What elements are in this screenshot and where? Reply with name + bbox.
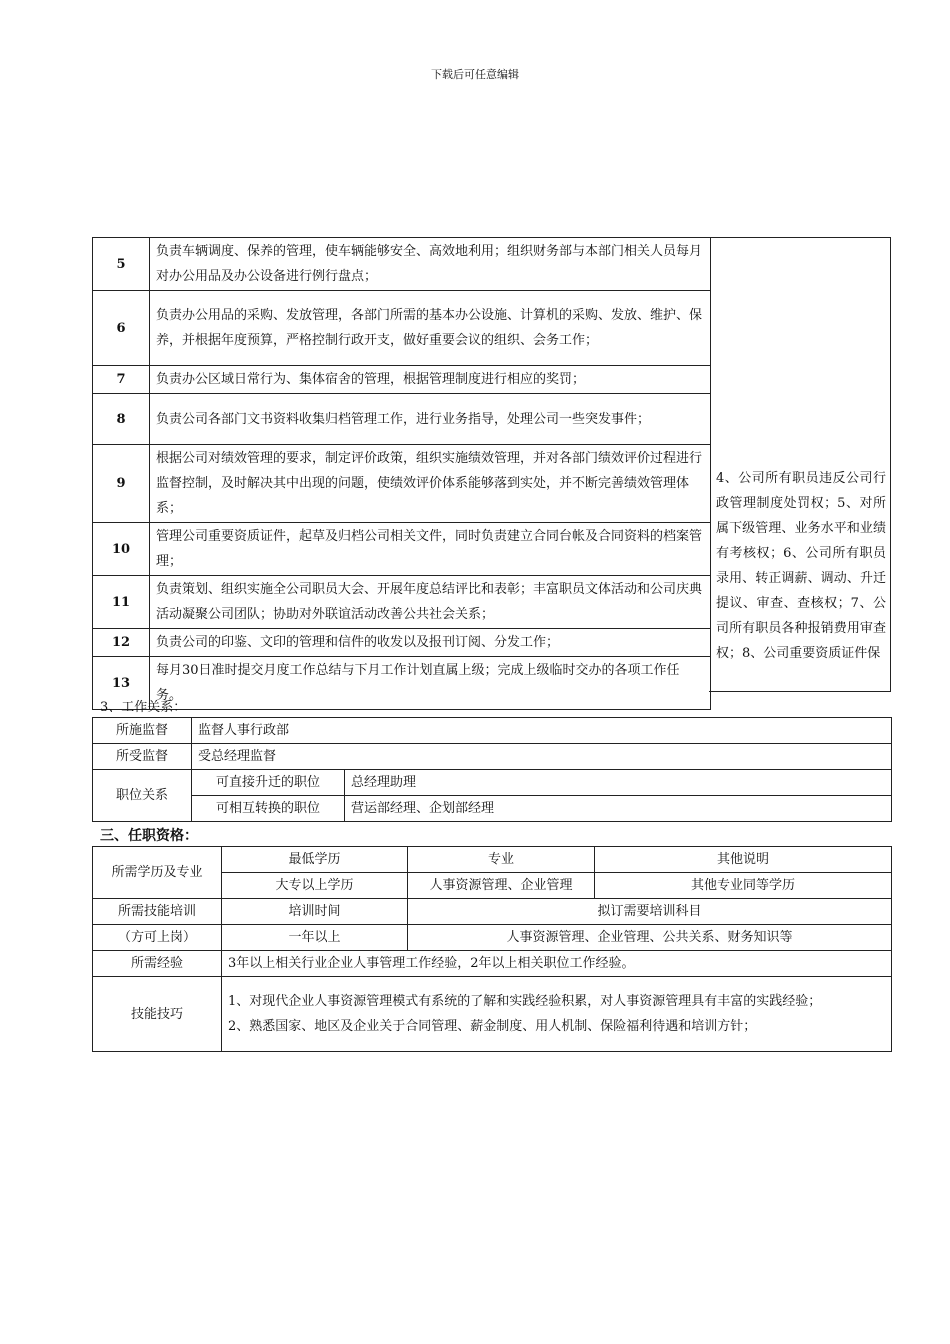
duty-number: 13 [93, 657, 150, 710]
experience-label: 所需经验 [93, 951, 222, 977]
other-value: 其他专业同等学历 [595, 873, 892, 899]
skills-label: 技能技巧 [93, 977, 222, 1052]
table-row [93, 847, 892, 873]
qualifications-title: 三、任职资格： [100, 828, 198, 844]
edu-label: 所需学历及专业 [93, 847, 222, 899]
table-row [93, 925, 892, 951]
table-row [93, 394, 711, 445]
table-row [93, 366, 711, 394]
duty-number: 10 [93, 523, 150, 576]
min-edu-value: 大专以上学历 [222, 873, 408, 899]
relation-sublabel: 可相互转换的职位 [192, 796, 345, 822]
table-row [93, 238, 711, 291]
duty-number: 6 [93, 291, 150, 366]
training-time-value: 一年以上 [222, 925, 408, 951]
table-row [93, 744, 892, 770]
relations-table [92, 717, 892, 822]
relation-value: 营运部经理、企划部经理 [345, 796, 892, 822]
relation-value: 总经理助理 [345, 770, 892, 796]
table-row [93, 770, 892, 796]
col-header: 最低学历 [222, 847, 408, 873]
table-row [93, 523, 711, 576]
duty-text: 每月30日准时提交月度工作总结与下月工作计划直属上级；完成上级临时交办的各项工作任务。 [150, 657, 711, 710]
relation-sublabel: 可直接升迁的职位 [192, 770, 345, 796]
skills-value [222, 977, 892, 1052]
duty-number: 7 [93, 366, 150, 394]
duty-number: 5 [93, 238, 150, 291]
table-row [93, 796, 892, 822]
col-header: 其他说明 [595, 847, 892, 873]
table-row [93, 445, 711, 523]
skill-item: 2、熟悉国家、地区及企业关于合同管理、薪金制度、用人机制、保险福利待遇和培训方针； [228, 1019, 757, 1034]
table-row [93, 718, 892, 744]
rights-text: 4、公司所有职员违反公司行政管理制度处罚权；5、对所属下级管理、业务水平和业绩有考核权；6、公司所有职员录用、转正调薪、调动、升迁提议、审查、查核权；7、公司所有职员各种报销费用审查权；8、公司重要资质证件保 [716, 471, 886, 661]
relation-label: 职位关系 [93, 770, 192, 822]
relations-title: 3、工作关系： [100, 700, 187, 715]
duty-text: 负责办公用品的采购、发放管理，各部门所需的基本办公设施、计算机的采购、发放、维护、保养，并根据年度预算，严格控制行政开支，做好重要会议的组织、会务工作； [150, 291, 711, 366]
table-row [93, 629, 711, 657]
duty-number: 8 [93, 394, 150, 445]
table-row [93, 977, 892, 1052]
skill-item: 1、对现代企业人事资源管理模式有系统的了解和实践经验积累，对人事资源管理具有丰富的实践经验； [228, 994, 822, 1009]
duty-text: 负责策划、组织实施全公司职员大会、开展年度总结评比和表彰；丰富职员文体活动和公司庆典活动凝聚公司团队；协助对外联谊活动改善公共社会关系； [150, 576, 711, 629]
relation-value: 监督人事行政部 [192, 718, 892, 744]
page-header: 下载后可任意编辑 [431, 68, 519, 81]
major-value: 人事资源管理、企业管理 [408, 873, 595, 899]
duty-number: 12 [93, 629, 150, 657]
duty-number: 9 [93, 445, 150, 523]
relation-label: 所施监督 [93, 718, 192, 744]
duty-text: 负责办公区域日常行为、集体宿舍的管理，根据管理制度进行相应的奖罚； [150, 366, 711, 394]
duty-text: 负责公司各部门文书资料收集归档管理工作，进行业务指导，处理公司一些突发事件； [150, 394, 711, 445]
duty-text: 根据公司对绩效管理的要求，制定评价政策，组织实施绩效管理，并对各部门绩效评价过程进行监督控制，及时解决其中出现的问题，使绩效评价体系能够落到实处，并不断完善绩效管理体系； [150, 445, 711, 523]
col-header: 拟订需要培训科目 [408, 899, 892, 925]
qualifications-table [92, 846, 892, 1052]
relation-label: 所受监督 [93, 744, 192, 770]
duty-number: 11 [93, 576, 150, 629]
table-row [93, 576, 711, 629]
col-header: 培训时间 [222, 899, 408, 925]
experience-value: 3年以上相关行业企业人事管理工作经验，2年以上相关职位工作经验。 [222, 951, 892, 977]
duty-text: 负责公司的印鉴、文印的管理和信件的收发以及报刊订阅、分发工作； [150, 629, 711, 657]
training-subject-value: 人事资源管理、企业管理、公共关系、财务知识等 [408, 925, 892, 951]
table-row [93, 951, 892, 977]
duty-text: 管理公司重要资质证件，起草及归档公司相关文件，同时负责建立合同台帐及合同资料的档案管理； [150, 523, 711, 576]
training-label-sub: （方可上岗） [93, 925, 222, 951]
relation-value: 受总经理监督 [192, 744, 892, 770]
table-row [93, 899, 892, 925]
col-header: 专业 [408, 847, 595, 873]
duties-table [92, 237, 711, 710]
table-row [93, 291, 711, 366]
duty-text: 负责车辆调度、保养的管理，使车辆能够安全、高效地利用；组织财务部与本部门相关人员每月对办公用品及办公设备进行例行盘点； [150, 238, 711, 291]
training-label: 所需技能培训 [93, 899, 222, 925]
